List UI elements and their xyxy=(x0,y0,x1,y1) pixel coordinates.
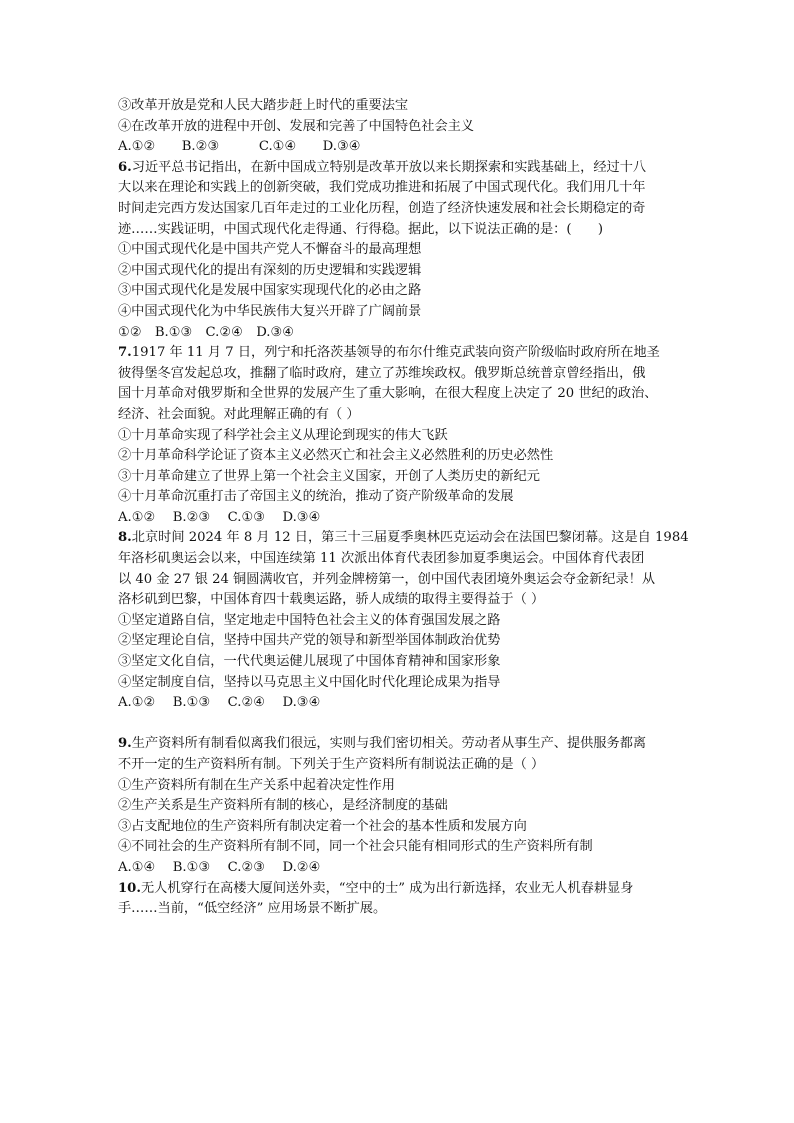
question-stem-line: 彼得堡冬宫发起总攻，推翻了临时政府，建立了苏维埃政权。俄罗斯总统普京曾经指出，俄 xyxy=(118,365,646,381)
document-body xyxy=(118,96,690,920)
option-line: ④中国式现代化为中华民族伟大复兴开辟了广阔前景 xyxy=(118,303,422,319)
question-stem-line: 时间走完西方发达国家几百年走过的工业化历程，创造了经济快速发展和社会长期稳定的奇 xyxy=(118,200,646,216)
question-stem-line: 9.生产资料所有制看似离我们很远，实则与我们密切相关。劳动者从事生产、提供服务都离 xyxy=(118,736,647,752)
option-line: ③十月革命建立了世界上第一个社会主义国家，开创了人类历史的新纪元 xyxy=(118,468,540,484)
option-line: ④十月革命沉重打击了帝国主义的统治，推动了资产阶级革命的发展 xyxy=(118,489,514,505)
option-line: ③改革开放是党和人民大踏步赶上时代的重要法宝 xyxy=(118,98,409,113)
answer-choices: A.①④ B.①③ C.②③ D.②④ xyxy=(118,859,321,875)
option-line: ④在改革开放的进程中开创、发展和完善了中国特色社会主义 xyxy=(118,118,475,134)
option-line: ②中国式现代化的提出有深刻的历史逻辑和实践逻辑 xyxy=(118,262,422,278)
question-stem-line: 8.北京时间 2024 年 8 月 12 日，第三十三届夏季奥林匹克运动会在法国巴黎闭幕。这是自 1984 xyxy=(118,530,689,546)
option-line: ①十月革命实现了科学社会主义从理论到现实的伟大飞跃 xyxy=(118,427,448,443)
question-stem-line: 10.无人机穿行在高楼大厦间送外卖，“空中的士” 成为出行新选择，农业无人机春耕显身 xyxy=(118,880,634,896)
question-stem-line: 国十月革命对俄罗斯和全世界的发展产生了重大影响，在很大程度上决定了 20 世纪的政治、 xyxy=(118,386,658,402)
answer-choices: A.①② B.②③ C.①④ D.③④ xyxy=(118,139,361,155)
question-stem-line: 7.1917 年 11 月 7 日，列宁和托洛茨基领导的布尔什维克武装向资产阶级临时政府所在地圣 xyxy=(118,345,660,361)
question-stem-line: 大以来在理论和实践上的创新突破，我们党成功推进和拓展了中国式现代化。我们用几十年 xyxy=(118,180,646,196)
option-line: ③占支配地位的生产资料所有制决定着一个社会的基本性质和发展方向 xyxy=(118,818,527,834)
answer-choices: A.①② B.②③ C.①③ D.③④ xyxy=(118,509,321,525)
option-line: ①生产资料所有制在生产关系中起着决定性作用 xyxy=(118,777,395,793)
option-line: ③坚定文化自信，一代代奥运健儿展现了中国体育精神和国家形象 xyxy=(118,654,501,670)
question-stem-line: 迹……实践证明，中国式现代化走得通、行得稳。据此，以下说法正确的是：( ) xyxy=(118,221,604,237)
question-number: 7. xyxy=(118,345,132,361)
question-stem-line: 以 40 金 27 银 24 铜圆满收官，并列金牌榜第一，创中国代表团境外奥运会夺金新纪录！从 xyxy=(118,571,656,587)
question-number: 9. xyxy=(118,736,132,752)
option-line: ①中国式现代化是中国共产党人不懈奋斗的最高理想 xyxy=(118,242,422,258)
question-stem-line: 不开一定的生产资料所有制。下列关于生产资料所有制说法正确的是（ ） xyxy=(118,757,545,772)
option-line: ②坚定理论自信，坚持中国共产党的领导和新型举国体制政治优势 xyxy=(118,633,501,649)
question-stem-line: 6.习近平总书记指出，在新中国成立特别是改革开放以来长期探索和实践基础上，经过十八 xyxy=(118,159,647,175)
question-stem-line: 经济、社会面貌。对此理解正确的有（ ） xyxy=(118,406,360,422)
question-stem-line: 年洛杉矶奥运会以来，中国连续第 11 次派出体育代表团参加夏季奥运会。中国体育代表团 xyxy=(118,551,645,567)
option-line: ①坚定道路自信，坚定地走中国特色社会主义的体育强国发展之路 xyxy=(118,612,501,628)
question-stem-line: 手……当前，“低空经济” 应用场景不断扩展。 xyxy=(118,901,387,917)
option-line: ②十月革命科学论证了资本主义必然灭亡和社会主义必然胜利的历史必然性 xyxy=(118,448,554,464)
question-stem-line: 洛杉矶到巴黎，中国体育四十载奥运路，骄人成绩的取得主要得益于（ ） xyxy=(118,592,545,608)
question-number: 10. xyxy=(118,880,141,896)
option-line: ③中国式现代化是发展中国家实现现代化的必由之路 xyxy=(118,283,422,299)
option-line: ②生产关系是生产资料所有制的核心，是经济制度的基础 xyxy=(118,798,448,814)
question-number: 8. xyxy=(118,530,132,546)
option-line: ④坚定制度自信，坚持以马克思主义中国化时代化理论成果为指导 xyxy=(118,674,501,690)
answer-choices: A.①② B.①③ C.②④ D.③④ xyxy=(118,695,321,711)
question-number: 6. xyxy=(118,159,132,175)
option-line: ④不同社会的生产资料所有制不同，同一个社会只能有相同形式的生产资料所有制 xyxy=(118,839,593,855)
answer-choices: ①② B.①③ C.②④ D.③④ xyxy=(118,324,295,340)
blank-line xyxy=(118,714,690,735)
